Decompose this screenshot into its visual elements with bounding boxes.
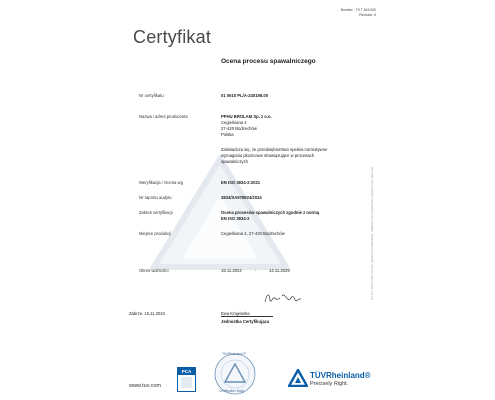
- footer-url: www.tuv.com: [129, 383, 161, 389]
- validity-separator: -: [255, 268, 257, 273]
- holder-address-line: 27-420 Bodzechów: [221, 126, 257, 131]
- statement-line: wymagania pkozicowe obowiązujące w procesach: [221, 153, 315, 158]
- scope-value-line: EN ISO 3834-2: [221, 216, 250, 221]
- validity-from: 15.11.2024: [221, 268, 242, 273]
- place-date: Zabrze, 15.11.2024: [129, 311, 166, 316]
- certificate-subtitle: Ocena procesu spawalniczego: [221, 58, 316, 65]
- brand-name: TÜVRheinland®: [310, 371, 371, 380]
- holder-label: Nazwa i adres producenta: [139, 114, 188, 119]
- certificate-title: Certyfikat: [133, 27, 212, 47]
- brand-tagline: Precisely Right.: [310, 381, 349, 387]
- verification-value: EN ISO 3834-2:2021: [221, 180, 261, 185]
- location-value: Cegielniana 4, 27-420 Bodzechów: [221, 231, 285, 236]
- scope-label: Zakres certyfikacji: [139, 210, 173, 215]
- signature-scribble: [263, 290, 303, 306]
- pca-accreditation-logo: [177, 367, 196, 392]
- revision-number: Revision: 6: [359, 13, 376, 17]
- signer-name: Ewa Krajewska: [221, 311, 250, 316]
- document-number: Number : TS T 543.000: [340, 8, 376, 12]
- seal-text-top: TÜVRheinland ®: [222, 352, 246, 356]
- side-trademark-note: ® TÜV, TUEV and TUV are registered trademarks. Utilisation and application requires prior approval.: [370, 166, 374, 300]
- verification-label: Weryfikacja / Ocena wg: [139, 180, 183, 185]
- statement-line: spawalniczych: [221, 159, 248, 164]
- statement-line: Zaświadcza się, że przedsiębiorstwo spełnia normatywne: [221, 147, 328, 152]
- validity-to: 14.11.2029: [269, 268, 290, 273]
- seal-text-bottom: Certification Body: [219, 389, 244, 393]
- cert-number-label: Nr certyfikatu: [139, 93, 164, 98]
- holder-address-line: Cegielniana 4: [221, 120, 247, 125]
- pca-label: PCA: [178, 368, 195, 375]
- audit-label: Nr raportu audytu: [139, 195, 172, 200]
- holder-name: PPHU BROLAM Sp. z o.o.: [221, 114, 272, 119]
- validity-label: Okres ważności: [139, 268, 169, 273]
- signature-line: [221, 316, 273, 317]
- tuv-triangle-logo: [288, 369, 308, 387]
- holder-address-line: Polska: [221, 132, 234, 137]
- scope-value-line: Ocena procesów spawalniczych zgodnie z normą: [221, 210, 320, 215]
- signer-unit: Jednostka Certyfikująca: [221, 319, 270, 324]
- cert-number-value: 01 0610 PL/A-240198.00: [221, 93, 269, 98]
- location-label: Miejsce produkcji: [139, 231, 172, 236]
- audit-value: 3834/SA978924/2024: [221, 195, 262, 200]
